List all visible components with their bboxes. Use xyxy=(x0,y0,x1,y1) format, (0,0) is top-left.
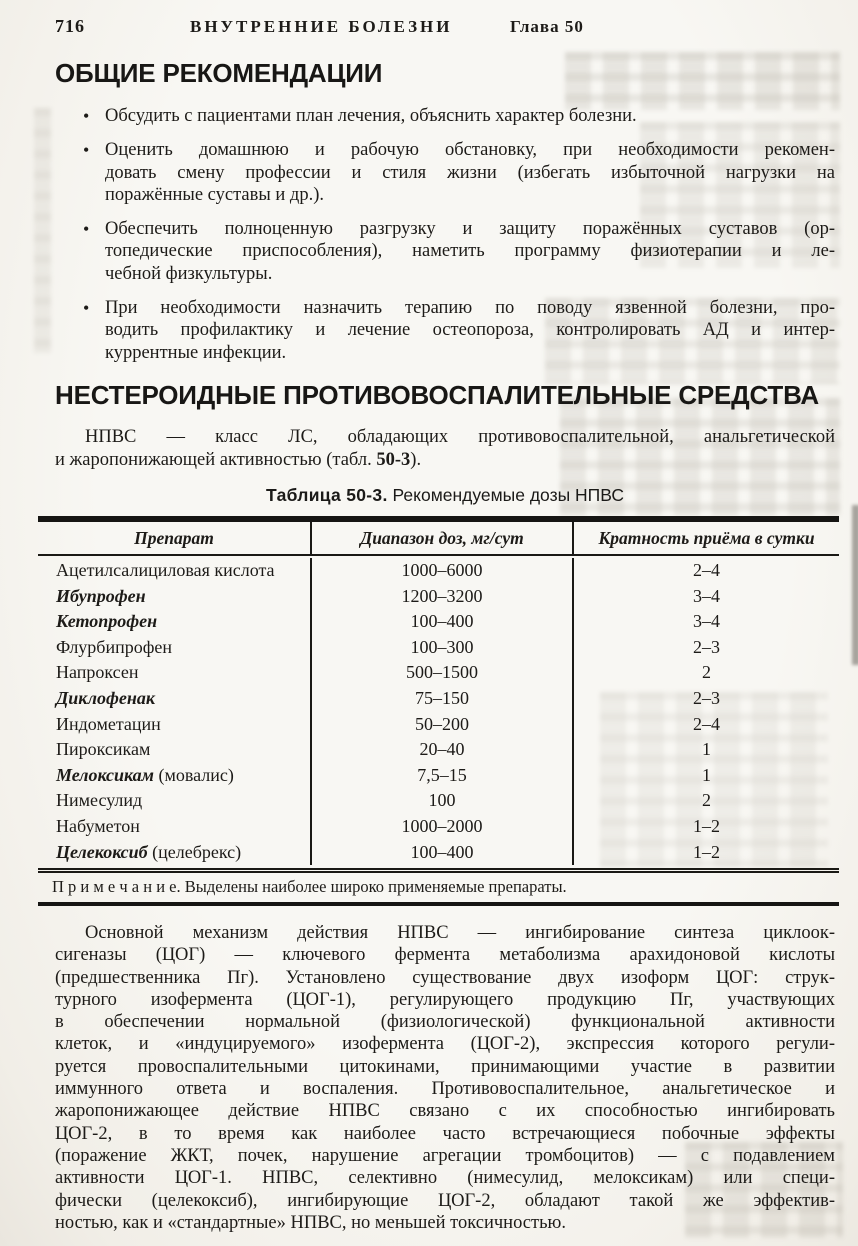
drug-trade-name: (целебрекс) xyxy=(147,841,242,862)
frequency-cell: 3–4 xyxy=(572,584,839,610)
drug-name: Нимесулид xyxy=(56,790,143,811)
table-row xyxy=(38,635,839,661)
bleedthrough-artifact xyxy=(34,108,51,353)
text-line: НПВС — класс ЛС, обладающих противовоспалительной, анальгетической xyxy=(85,427,835,447)
table-row xyxy=(38,763,839,789)
table-row xyxy=(38,712,839,738)
table-reference: 50-3 xyxy=(376,449,411,470)
text-line: клеток, и «индуцируемого» изофермента (ЦОГ-2), экспрессия которого регули- xyxy=(55,1034,835,1055)
table-row xyxy=(38,609,839,635)
drug-name-cell xyxy=(38,584,310,610)
list-item xyxy=(55,105,835,127)
drug-name: Напроксен xyxy=(56,662,139,683)
drug-name: Кетопрофен xyxy=(56,611,158,632)
dose-range-cell: 75–150 xyxy=(310,686,572,712)
drug-name-cell xyxy=(38,737,310,763)
table-row xyxy=(38,558,839,584)
drug-name-cell xyxy=(38,686,310,712)
text-line: сигеназы (ЦОГ) — ключевого фермента метаболизма арахидоновой кислоты xyxy=(55,945,835,966)
table-caption-label: Таблица 50-3. xyxy=(266,485,388,505)
frequency-cell: 3–4 xyxy=(572,609,839,635)
table-header-row xyxy=(38,522,839,556)
drug-name-cell xyxy=(38,558,310,584)
dose-range-cell: 500–1500 xyxy=(310,660,572,686)
dose-range-cell: 1000–2000 xyxy=(310,814,572,840)
dose-range-cell: 1000–6000 xyxy=(310,558,572,584)
table-row xyxy=(38,584,839,610)
mechanism-paragraph xyxy=(55,922,835,1234)
frequency-cell: 1–2 xyxy=(572,814,839,840)
frequency-cell: 1 xyxy=(572,763,839,789)
frequency-cell: 2–3 xyxy=(572,686,839,712)
text-line: поражённые суставы и др.). xyxy=(105,184,325,205)
drug-name-cell xyxy=(38,609,310,635)
table-caption-title: Рекомендуемые дозы НПВС xyxy=(387,485,624,505)
drug-name: Флурбипрофен xyxy=(56,636,173,657)
text-line: При необходимости назначить терапию по поводу язвенной болезни, про- xyxy=(105,298,835,319)
drug-name: Ацетилсалициловая кислота xyxy=(56,560,275,580)
page-header xyxy=(55,16,838,40)
text-line: руется провоспалительными цитокинами, принимающими участие в развитии xyxy=(55,1056,835,1077)
nsaids-heading: НЕСТЕРОИДНЫЕ ПРОТИВОВОСПАЛИТЕЛЬНЫЕ СРЕДСТВА xyxy=(55,380,819,410)
drug-name-cell xyxy=(38,840,310,866)
drug-name: Мелоксикам xyxy=(56,764,154,785)
text-line: Основной механизм действия НПВС — ингибирование синтеза циклоок- xyxy=(85,923,835,943)
drug-name-cell xyxy=(38,788,310,814)
table-row xyxy=(38,737,839,763)
drug-trade-name: (мовалис) xyxy=(153,764,234,785)
column-header-dose-range: Диапазон доз, мг/сут xyxy=(310,522,572,554)
recommendations-list xyxy=(55,105,835,364)
general-heading: ОБЩИЕ РЕКОМЕНДАЦИИ xyxy=(55,58,383,88)
table-caption xyxy=(55,485,835,506)
column-header-drug: Препарат xyxy=(134,528,214,548)
table-body xyxy=(38,556,839,868)
drug-name-cell xyxy=(38,814,310,840)
drug-name: Индометацин xyxy=(56,713,161,734)
frequency-cell: 2 xyxy=(572,788,839,814)
drug-name-cell xyxy=(38,712,310,738)
drug-name-cell xyxy=(38,660,310,686)
text-line: жаропонижающее действие НПВС связано с их способностью ингибировать xyxy=(55,1101,835,1122)
table-row xyxy=(38,814,839,840)
text-line: куррентные инфекции. xyxy=(105,342,287,363)
text-line: и жаропонижающей активностью (табл. 50-3). xyxy=(55,449,422,470)
dose-range-cell: 100–300 xyxy=(310,635,572,661)
column-header-frequency: Кратность приёма в сутки xyxy=(572,522,839,554)
text-line: Обеспечить полноценную разгрузку и защиту поражённых суставов (ор- xyxy=(105,219,835,240)
dose-range-cell: 100–400 xyxy=(310,609,572,635)
text-line: турного изофермента (ЦОГ-1), регулирующего продукцию Пг, участвующих xyxy=(55,989,835,1010)
table-note xyxy=(38,868,839,902)
bullet-icon: • xyxy=(83,106,90,126)
text-line: топедические приспособления), наметить программу физиотерапии и ле- xyxy=(105,241,835,262)
table-row xyxy=(38,840,839,866)
dose-range-cell: 100 xyxy=(310,788,572,814)
page-number: 716 xyxy=(55,16,85,36)
text-line: ностью, как и «стандартные» НПВС, но меньшей токсичностью. xyxy=(55,1212,566,1233)
drug-name: Набуметон xyxy=(56,815,140,836)
drug-name: Пироксикам xyxy=(56,739,151,760)
frequency-cell: 2 xyxy=(572,660,839,686)
section-nsaids xyxy=(52,380,835,906)
drug-name: Ибупрофен xyxy=(56,585,146,606)
nsaid-dose-table xyxy=(38,516,839,906)
table-note-label: П р и м е ч а н и е. xyxy=(52,877,181,897)
section-general-recommendations xyxy=(55,58,835,376)
nsaids-intro xyxy=(55,426,835,471)
text-line: Оценить домашнюю и рабочую обстановку, при необходимости рекомен- xyxy=(105,140,835,161)
bullet-icon: • xyxy=(83,298,90,319)
text-line: Обсудить с пациентами план лечения, объяснить характер болезни. xyxy=(105,106,637,126)
running-title: ВНУТРЕННИЕ БОЛЕЗНИ xyxy=(190,17,453,36)
table-row xyxy=(38,686,839,712)
drug-name: Целекоксиб xyxy=(56,841,148,862)
text-line: чебной физкультуры. xyxy=(105,263,273,284)
bullet-icon: • xyxy=(83,219,90,240)
text-line: активности ЦОГ-1. НПВС, селективно (нимесулид, мелоксикам) или специ- xyxy=(55,1168,835,1189)
text-line: ЦОГ-2, в то время как наиболее часто встречающиеся побочные эффекты xyxy=(55,1123,835,1144)
text-line: в обеспечении нормальной (физиологической) функциональной активности xyxy=(55,1012,835,1033)
text-line: фически (целекоксиб), ингибирующие ЦОГ-2, обладают такой же эффектив- xyxy=(55,1190,835,1211)
frequency-cell: 2–4 xyxy=(572,558,839,584)
frequency-cell: 1 xyxy=(572,737,839,763)
dose-range-cell: 50–200 xyxy=(310,712,572,738)
dose-range-cell: 7,5–15 xyxy=(310,763,572,789)
drug-name-cell xyxy=(38,763,310,789)
text-line: (поражение ЖКТ, почек, нарушение агрегации тромбоцитов) — с подавлением xyxy=(55,1145,835,1166)
list-item xyxy=(55,297,835,364)
table-row xyxy=(38,788,839,814)
list-item xyxy=(55,139,835,206)
text-line: иммунного ответа и воспаления. Противовоспалительное, анальгетическое и xyxy=(55,1079,835,1100)
section-mechanism xyxy=(55,922,835,1234)
dose-range-cell: 20–40 xyxy=(310,737,572,763)
drug-name: Диклофенак xyxy=(56,687,156,708)
table-note-text: Выделены наиболее широко применяемые препараты. xyxy=(180,877,567,897)
table-row xyxy=(38,660,839,686)
frequency-cell: 1–2 xyxy=(572,840,839,866)
dose-range-cell: 1200–3200 xyxy=(310,584,572,610)
dose-range-cell: 100–400 xyxy=(310,840,572,866)
page-edge-smudge xyxy=(852,505,858,665)
list-item xyxy=(55,218,835,285)
bullet-icon: • xyxy=(83,140,90,161)
frequency-cell: 2–3 xyxy=(572,635,839,661)
drug-name-cell xyxy=(38,635,310,661)
text-line: довать смену профессии и стиля жизни (избегать избыточной нагрузки на xyxy=(105,162,835,183)
chapter-label: Глава 50 xyxy=(510,17,584,36)
text-line: водить профилактику и лечение остеопороза, контролировать АД и интер- xyxy=(105,320,835,341)
frequency-cell: 2–4 xyxy=(572,712,839,738)
text-line: (предшественника Пг). Установлено существование двух изоформ ЦОГ: струк- xyxy=(55,967,835,988)
